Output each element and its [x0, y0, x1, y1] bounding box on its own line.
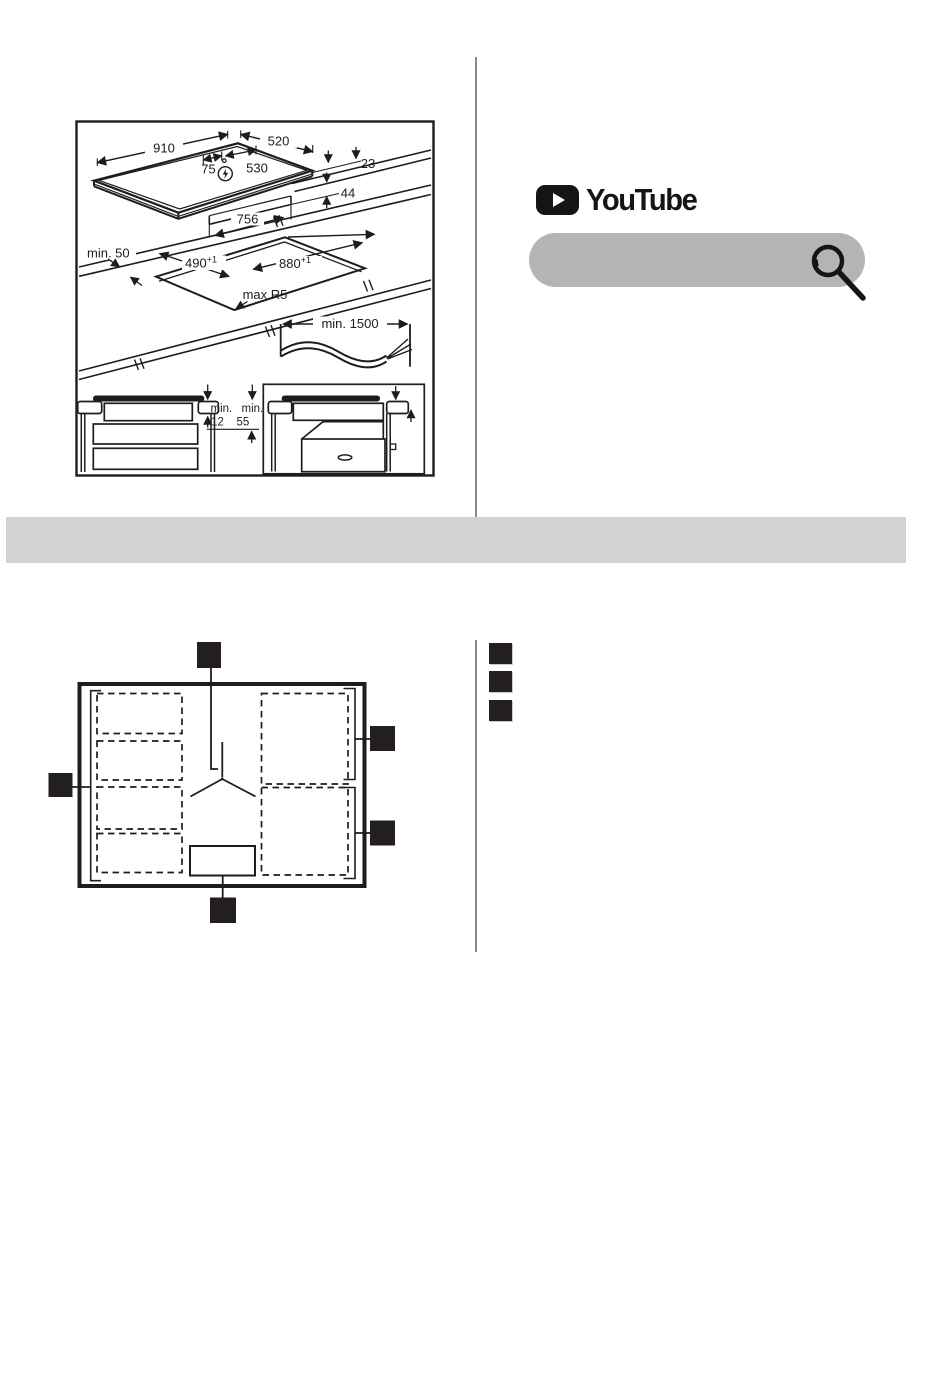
callout-top	[197, 642, 221, 769]
hob-surface-outline	[80, 684, 365, 886]
worktop-edges	[79, 150, 431, 380]
dim-corner-radius	[236, 287, 287, 309]
control-panel	[190, 846, 255, 876]
dim-height-above	[313, 147, 376, 173]
svg-text:min. 1500: min. 1500	[321, 316, 379, 331]
dim-rear-gap	[86, 246, 142, 286]
svg-text:880+1: $880^{+1}$	[279, 255, 311, 271]
left-cooking-zone	[91, 691, 182, 881]
svg-text:min. 50: min. 50	[87, 245, 130, 261]
callout-right-top	[355, 726, 395, 751]
play-triangle-icon	[553, 193, 565, 207]
svg-text:530: 530	[246, 160, 268, 176]
svg-text:max R5: max R5	[242, 287, 288, 302]
legend-marker-3	[489, 700, 512, 721]
svg-text:44: 44	[340, 185, 356, 201]
magnifier-icon	[806, 238, 872, 302]
cross-section-drawers	[78, 385, 264, 473]
svg-text:756: 756	[236, 211, 259, 227]
svg-text:75: 75	[201, 161, 216, 177]
youtube-play-icon	[536, 185, 579, 215]
legend-marker-2	[489, 671, 512, 692]
hob-overview-diagram	[45, 635, 400, 930]
svg-text:520: 520	[267, 133, 290, 149]
svg-text:min.: min.	[210, 403, 233, 415]
mains-cable	[281, 316, 412, 367]
svg-text:910: 910	[153, 140, 175, 156]
svg-text:min.: min.	[241, 403, 264, 415]
svg-text:55: 55	[236, 416, 250, 429]
dim-hob-depth	[241, 131, 313, 154]
right-cooking-zones	[262, 689, 356, 879]
svg-text:12: 12	[211, 416, 224, 429]
youtube-logo	[536, 182, 704, 217]
cable-wave	[281, 339, 412, 367]
callout-bottom	[210, 876, 236, 924]
center-marker-icon	[191, 742, 256, 797]
callout-right-bottom	[355, 821, 395, 846]
section-header-band	[6, 517, 906, 563]
installation-drawing	[75, 120, 435, 477]
column-divider-bottom	[475, 640, 477, 952]
youtube-wordmark: YouTube	[586, 182, 697, 217]
legend-marker-1	[489, 643, 512, 664]
callout-left	[49, 773, 91, 797]
svg-text:23: 23	[360, 156, 376, 171]
power-connection-icon	[218, 167, 232, 181]
svg-text:490+1: $490^{+1}$	[185, 254, 217, 271]
column-divider-top	[475, 57, 477, 517]
cross-section-oven	[263, 384, 424, 474]
